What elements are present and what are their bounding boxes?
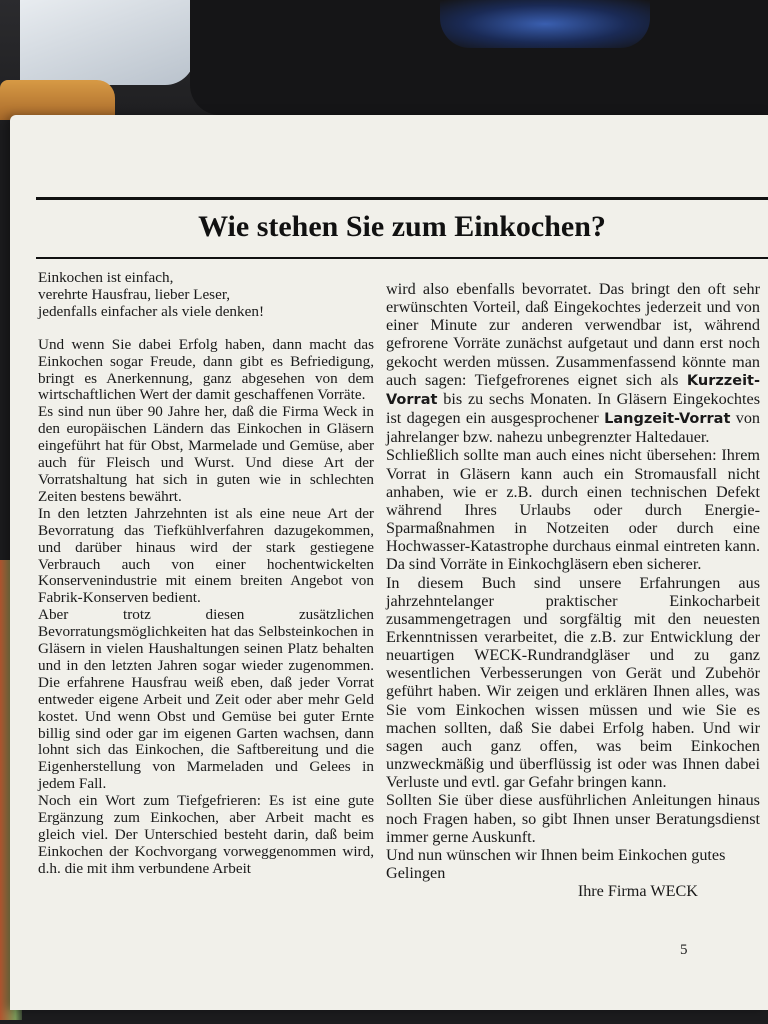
title-rule-bottom xyxy=(36,257,768,259)
device-light xyxy=(440,0,650,48)
term-langzeit-vorrat: Langzeit-Vorrat xyxy=(604,411,731,428)
intro-line: jedenfalls einfacher als viele denken! xyxy=(38,302,265,320)
page-number: 5 xyxy=(680,942,688,958)
signature: Ihre Firma WECK xyxy=(577,882,698,901)
intro-line: verehrte Hausfrau, lieber Leser, xyxy=(38,285,231,303)
page-title: Wie stehen Sie zum Einkochen? xyxy=(198,210,606,243)
paragraph: Und wenn Sie dabei Erfolg haben, dann macht das Einkochen sogar Freude, dann gibt es Befriedigung, bringt es Anerkennung, ganz abgesehen von dem wirtschaftlichen Wert der damit geschaffenen Vorräte. xyxy=(38,335,374,404)
term-kurzzeit-vorrat: Kurzzeit-Vorrat xyxy=(386,372,760,408)
paragraph: Aber trotz diesen zusätzlichen Bevorratungsmöglichkeiten hat das Selbsteinkochen in Gläsern in vielen Haushaltungen seinen Platz behalten und in den letzten Jahren sogar wieder zugenommen. Die erfahrene Hausfrau weiß eben, daß jeder Vorrat entweder eigene Arbeit und Zeit oder aber mehr Geld kostet. Und wenn Obst und Gemüse bei guter Ernte billig sind oder gar im eigenen Garten wachsen, dann lohnt sich das Einkochen, die Saftbereitung und die Eigenherstellung von Marmeladen und Gelees in jedem Fall. xyxy=(38,606,374,793)
closing-line: Und nun wünschen wir Ihnen beim Einkochen gutes Gelingen xyxy=(386,845,726,882)
background-wood xyxy=(0,80,115,120)
paragraph: In den letzten Jahrzehnten ist als eine neue Art der Bevorratung das Tiefkühlverfahren dazugekommen, und darüber hinaus wird der stark gestiegene Verbrauch auch von einer hochentwickelten Konservenindustrie mit einem breiten Angebot von Fabrik-Konserven bedient. xyxy=(38,504,374,607)
paragraph: Es sind nun über 90 Jahre her, daß die Firma Weck in den europäischen Ländern das Einkochen in Gläsern eingeführt hat für Obst, Marmelade und Gemüse, aber auch für Fleisch und Wurst. Und diese Art der Vorratshaltung hat sich in guten wie in schlechten Zeiten bestens bewährt. xyxy=(38,403,374,505)
paragraph: Noch ein Wort zum Tiefgefrieren: Es ist eine gute Ergänzung zum Einkochen, aber Arbeit macht es gleich viel. Der Unterschied besteht darin, daß beim Einkochen der Kochvorgang vorweggenommen wird, d.h. die mit ihm verbundene Arbeit xyxy=(38,792,374,877)
background-paper xyxy=(20,0,195,85)
title-rule-top xyxy=(36,197,768,200)
paragraph: Sollten Sie über diese ausführlichen Anleitungen hinaus noch Fragen haben, so gibt Ihnen unser Beratungsdienst immer gerne Auskunft. xyxy=(386,791,760,846)
paragraph: Schließlich sollte man auch eines nicht übersehen: Ihrem Vorrat in Gläsern kann auch ein Stromausfall nicht anhaben, wie er z.B. durch einen technischen Defekt während Ihres Urlaubs oder durch Energie-Sparmaßnahmen in Notzeiten oder durch eine Hochwasser-Katastrophe durchaus einmal eintreten kann. Da sind Vorräte in Einkochgläsern eben sicherer. xyxy=(386,446,760,574)
text-run: von jahrelanger bzw. nahezu unbegrenzter Haltedauer. xyxy=(386,409,760,447)
intro-line: Einkochen ist einfach, xyxy=(38,269,174,286)
text-run: bis zu sechs Monaten. In Gläsern Eingekochtes ist dagegen ein ausgesprochener xyxy=(386,389,761,428)
paragraph xyxy=(386,280,760,446)
right-column xyxy=(386,280,760,900)
spacer xyxy=(38,321,374,337)
text-run: wird also ebenfalls bevorratet. Das bringt den oft sehr erwünschten Vorteil, daß Eingekochtes jederzeit und von einer Minute zur anderen verwendbar ist, während gefrorene Vorräte zunächst aufgetaut und dann erst noch gekocht werden müssen. Zusammenfassend könnte man auch sagen: Tiefgefrorenes eignet sich als xyxy=(386,280,760,389)
paragraph: In diesem Buch sind unsere Erfahrungen aus jahrzehntelanger praktischer Einkocharbeit zusammengetragen und sorgfältig mit den neuesten Erkenntnissen verarbeitet, die z.B. zur Entwicklung der neuartigen WECK-Rundrandgläser und zu ganz wesentlichen Verbesserungen von Gerät und Zubehör geführt haben. Wir zeigen und erklären Ihnen alles, was Sie vom Einkochen wissen müssen und wie Sie es machen sollten, daß Sie dabei Erfolg haben. Und wir sagen auch ganz offen, was beim Einkochen unzweckmäßig und überflüssig ist oder was Ihnen dabei Verluste und evtl. gar Gefahr bringen kann. xyxy=(386,573,760,792)
left-column xyxy=(38,270,374,878)
